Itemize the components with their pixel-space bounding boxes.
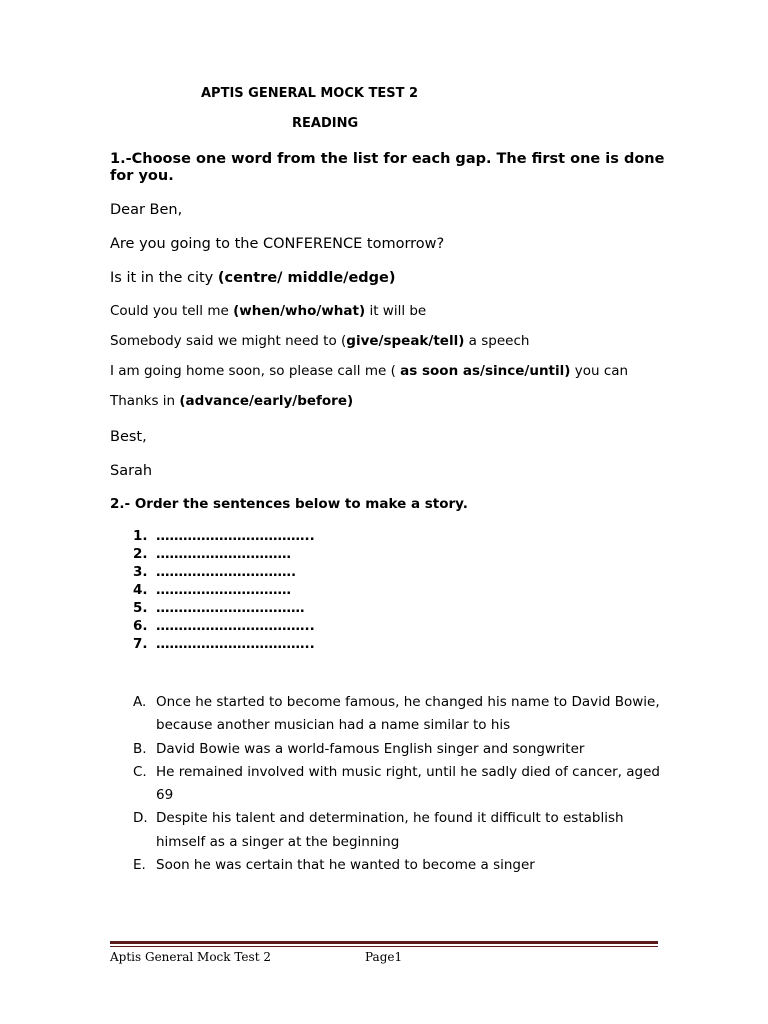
story-sentence [133, 691, 663, 738]
question-2-heading: 2.- Order the sentences below to make a story. [110, 496, 468, 512]
footer-page-number: Page1 [365, 950, 403, 964]
blank-dots: ………………………… [156, 582, 291, 598]
blank-number: 6. [133, 618, 148, 634]
answer-blank [133, 599, 315, 617]
blank-number: 2. [133, 546, 148, 562]
line-text: I am going home soon, so please call me ( [110, 363, 401, 379]
answer-blank [133, 563, 315, 581]
blank-dots: …………………………… [156, 600, 305, 616]
sentence-text: David Bowie was a world-famous English singer and songwriter [156, 740, 585, 757]
line-text: Is it in the city [110, 270, 218, 286]
letter-line-2 [110, 270, 396, 286]
sentence-text: Despite his talent and determination, he found it difficult to establish himself as a singer at the beginning [156, 810, 624, 850]
sentence-letter: B. [133, 740, 147, 757]
gap-options: (advance/early/before) [179, 393, 354, 409]
story-sentence [133, 854, 663, 877]
footer-rule-thin [110, 946, 658, 947]
line-text: a speech [464, 333, 530, 349]
sentence-text: Once he started to become famous, he changed his name to David Bowie, because another musician had a name similar to his [156, 694, 660, 734]
section-title: READING [292, 116, 359, 131]
story-sentences-list [133, 691, 663, 877]
blank-number: 1. [133, 528, 148, 544]
line-text: Thanks in [110, 393, 180, 409]
letter-signature: Sarah [110, 463, 153, 479]
letter-line-4 [110, 333, 529, 349]
sentence-text: Soon he was certain that he wanted to become a singer [156, 857, 535, 874]
blank-dots: …………………………. [156, 564, 297, 580]
letter-line-3 [110, 303, 426, 319]
gap-options: as soon as/since/until) [400, 363, 571, 379]
gap-options: (centre/ middle/edge) [217, 270, 396, 286]
footer-rule-thick [110, 941, 658, 944]
line-text: it will be [365, 303, 427, 319]
answer-blank [133, 635, 315, 653]
blank-dots: …………………………….. [156, 528, 315, 544]
question-1-heading: 1.-Choose one word from the list for each gap. The first one is done for you. [110, 151, 665, 184]
blank-number: 7. [133, 636, 148, 652]
sentence-text: He remained involved with music right, until he sadly died of cancer, aged 69 [156, 763, 660, 804]
blank-dots: …………………………….. [156, 636, 315, 652]
gap-options: give/speak/tell) [346, 333, 465, 349]
sentence-letter: C. [133, 763, 147, 780]
answer-blanks-list [133, 527, 315, 653]
sentence-letter: E. [133, 857, 146, 874]
line-text: Somebody said we might need to ( [110, 333, 347, 349]
story-sentence [133, 738, 663, 761]
letter-line-5 [110, 363, 628, 379]
line-text: Could you tell me [110, 303, 234, 319]
letter-line-1: Are you going to the CONFERENCE tomorrow? [110, 236, 445, 252]
blank-number: 3. [133, 564, 148, 580]
answer-blank [133, 581, 315, 599]
blank-dots: ………………………… [156, 546, 291, 562]
letter-greeting: Dear Ben, [110, 202, 183, 218]
story-sentence [133, 761, 663, 808]
letter-closing: Best, [110, 429, 147, 445]
sentence-letter: A. [133, 694, 147, 710]
blank-number: 4. [133, 582, 148, 598]
blank-dots: …………………………….. [156, 618, 315, 634]
sentence-letter: D. [133, 810, 148, 827]
answer-blank [133, 617, 315, 635]
answer-blank [133, 527, 315, 545]
page-title: APTIS GENERAL MOCK TEST 2 [201, 86, 419, 101]
line-text: you can [570, 363, 629, 379]
footer-title: Aptis General Mock Test 2 [110, 950, 271, 964]
story-sentence [133, 807, 663, 854]
gap-options: (when/who/what) [233, 303, 366, 319]
blank-number: 5. [133, 600, 148, 616]
letter-line-6 [110, 393, 353, 409]
answer-blank [133, 545, 315, 563]
